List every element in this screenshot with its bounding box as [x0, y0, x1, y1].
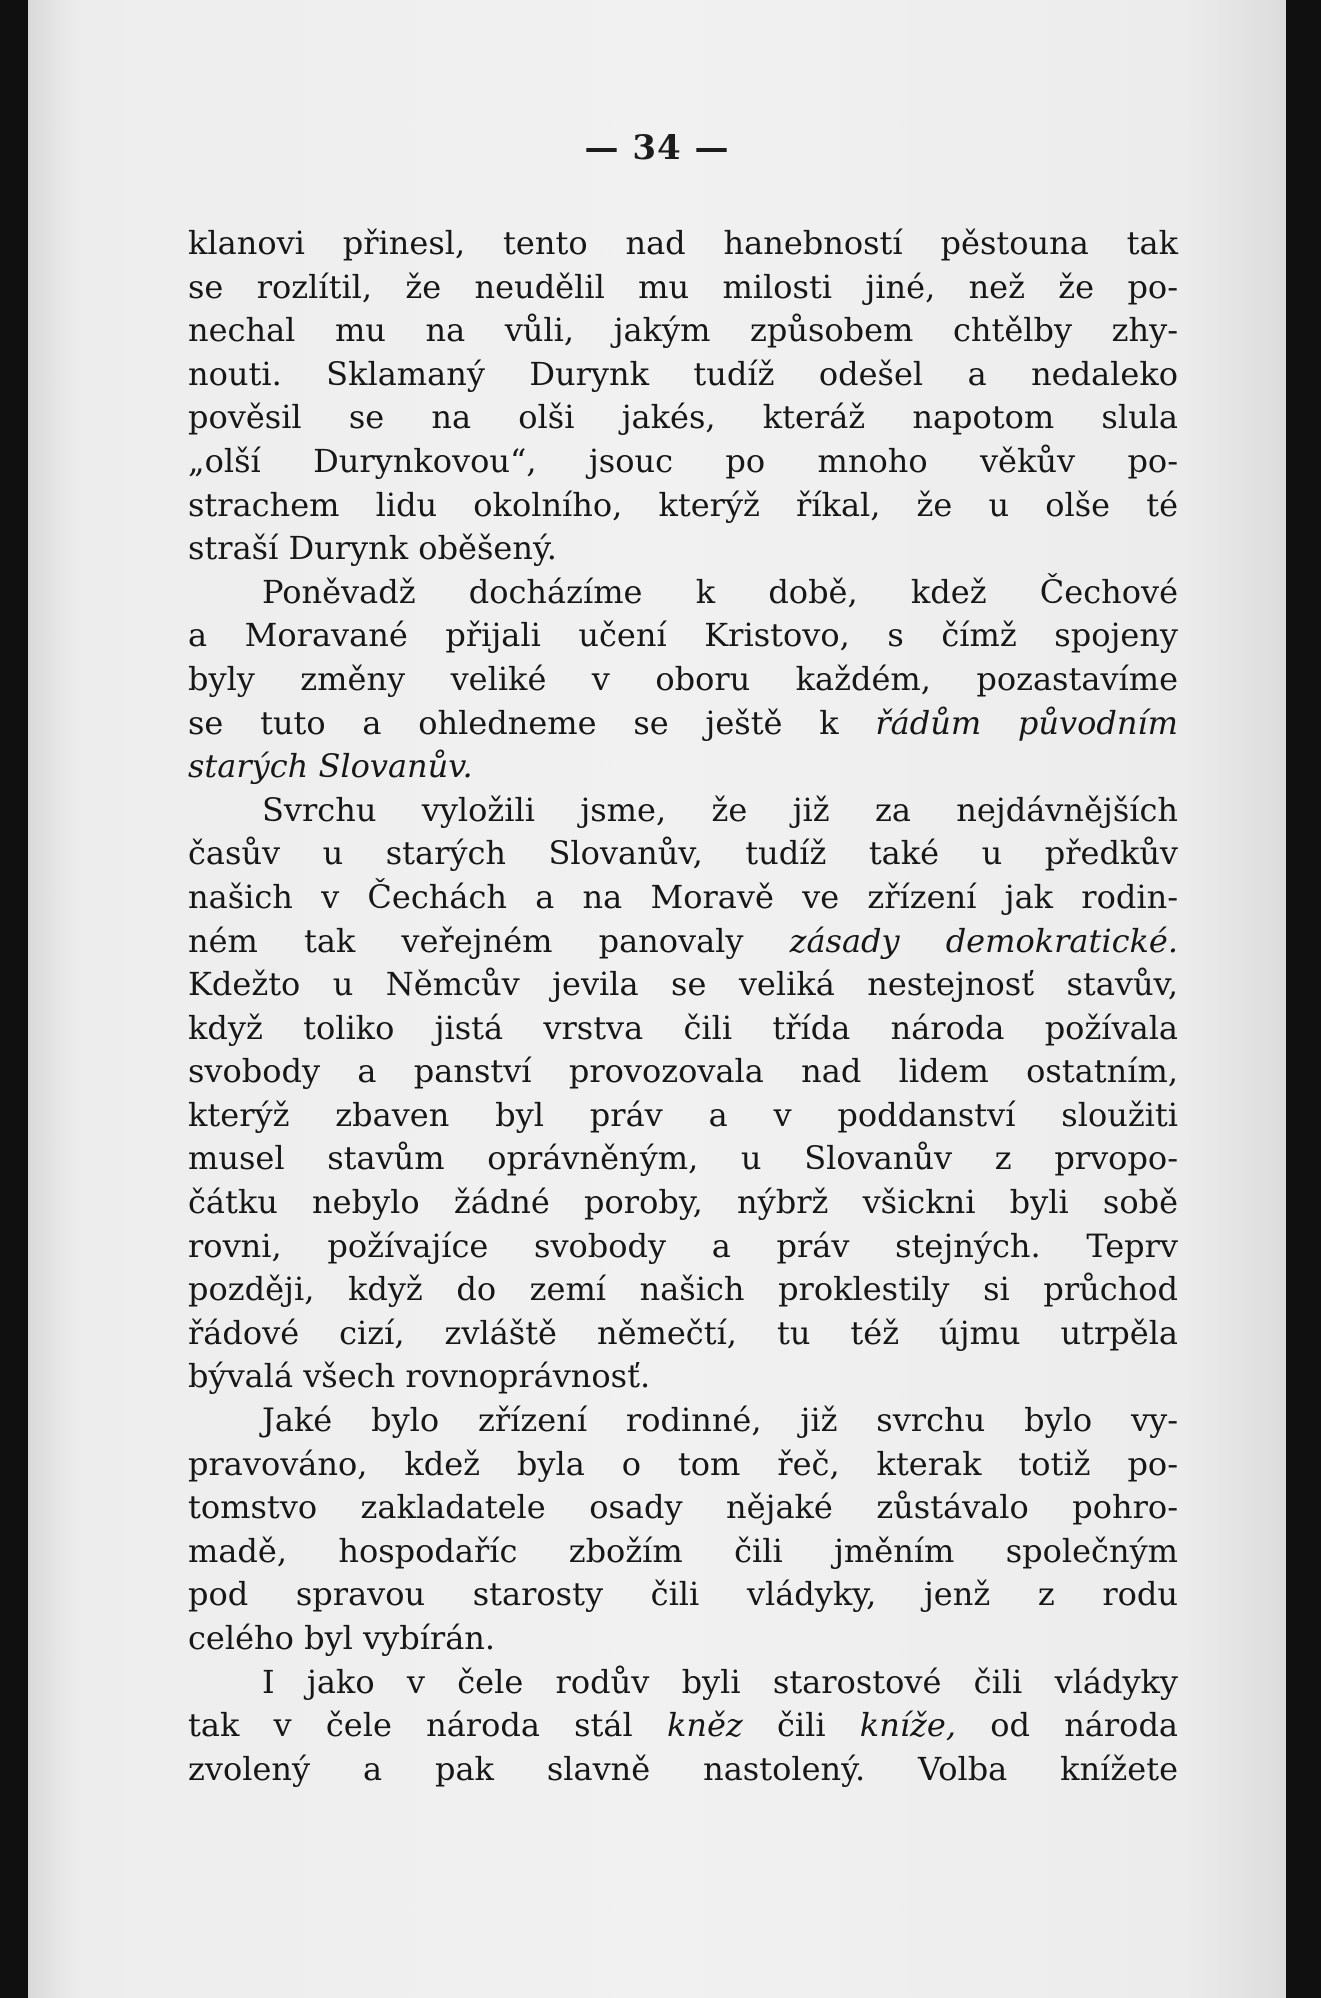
text-line: časův u starých Slovanův, tudíž také u předkův: [188, 834, 1178, 873]
text-line: [188, 745, 1178, 789]
text-line: řádové cizí, zvláště němečtí, tu též újmu utrpěla: [188, 1313, 1178, 1352]
book-page: [28, 0, 1286, 1998]
text-line: Svrchu vyložili jsme, že již za nejdávnějších: [262, 790, 1178, 829]
text-line: pravováno, kdež byla o tom řeč, kterak totiž po-: [188, 1444, 1178, 1483]
text-line: našich v Čechách a na Moravě ve zřízení jak rodin-: [188, 877, 1178, 916]
page-number: — 34 —: [584, 128, 730, 168]
text-line: [188, 702, 1178, 746]
italic-phrase: řádům původním: [875, 703, 1179, 742]
text-line: později, když do zemí našich proklestily si průchod: [188, 1270, 1178, 1309]
text-line: a Moravané přijali učení Kristovo, s čímž spojeny: [188, 616, 1178, 655]
text-line: rovni, požívajíce svobody a práv stejných. Teprv: [188, 1226, 1178, 1265]
text-line: celého byl vybírán.: [188, 1619, 496, 1657]
text-segment: čili: [742, 1706, 860, 1745]
text-line: „olší Durynkovou“, jsouc po mnoho věkův po-: [188, 441, 1178, 480]
text-line: Jaké bylo zřízení rodinné, již svrchu bylo vy-: [262, 1401, 1178, 1440]
text-segment: od národa: [956, 1706, 1178, 1745]
italic-phrase: zásady demokratické.: [789, 921, 1179, 960]
text-line: když toliko jistá vrstva čili třída národa požívala: [188, 1008, 1178, 1047]
text-segment: ném tak veřejném panovaly: [188, 921, 790, 960]
text-line: I jako v čele rodův byli starostové čili vládyky: [262, 1662, 1178, 1701]
text-line: nechal mu na vůli, jakým způsobem chtělby zhy-: [188, 311, 1178, 350]
text-line: straší Durynk oběšený.: [188, 529, 557, 568]
text-line: svobody a panství provozovala nad lidem ostatním,: [188, 1052, 1178, 1091]
text-line: Poněvadž docházíme k době, kdež Čechové: [262, 572, 1178, 611]
italic-phrase: kníže,: [859, 1706, 956, 1745]
text-line: musel stavům oprávněným, u Slovanův z prvopo-: [188, 1139, 1178, 1178]
text-line: kterýž zbaven byl práv a v poddanství sloužiti: [188, 1095, 1178, 1134]
text-line: čátku nebylo žádné poroby, nýbrž všickni byli sobě: [188, 1183, 1178, 1222]
text-line: nouti. Sklamaný Durynk tudíž odešel a nedaleko: [188, 354, 1178, 393]
text-line: tomstvo zakladatele osady nějaké zůstávalo pohro-: [188, 1488, 1178, 1527]
text-line: byly změny veliké v oboru každém, pozastavíme: [188, 659, 1178, 698]
text-segment: se tuto a ohledneme se ještě k: [188, 703, 876, 742]
text-line: Kdežto u Němcův jevila se veliká nestejnosť stavův,: [188, 965, 1178, 1004]
text-line: se rozlítil, že neudělil mu milosti jiné, než že po-: [188, 267, 1178, 306]
text-line: strachem lidu okolního, kterýž říkal, že u olše té: [188, 485, 1178, 524]
italic-phrase: starých Slovanův.: [188, 747, 473, 786]
text-line: bývalá všech rovnoprávnosť.: [188, 1357, 651, 1396]
text-line: pověsil se na olši jakés, kteráž napotom slula: [188, 398, 1178, 437]
text-line: madě, hospodaříc zbožím čili jměním společným: [188, 1531, 1178, 1570]
text-line: [188, 920, 1178, 964]
italic-phrase: kněz: [666, 1706, 743, 1745]
text-line: [188, 1704, 1178, 1748]
text-line: zvolený a pak slavně nastolený. Volba knížete: [188, 1749, 1178, 1788]
text-line: pod spravou starosty čili vládyky, jenž z rodu: [188, 1575, 1178, 1614]
text-segment: tak v čele národa stál: [188, 1706, 667, 1745]
text-line: klanovi přinesl, tento nad hanebností pěstouna tak: [188, 224, 1178, 262]
body-text: [188, 222, 1178, 1791]
